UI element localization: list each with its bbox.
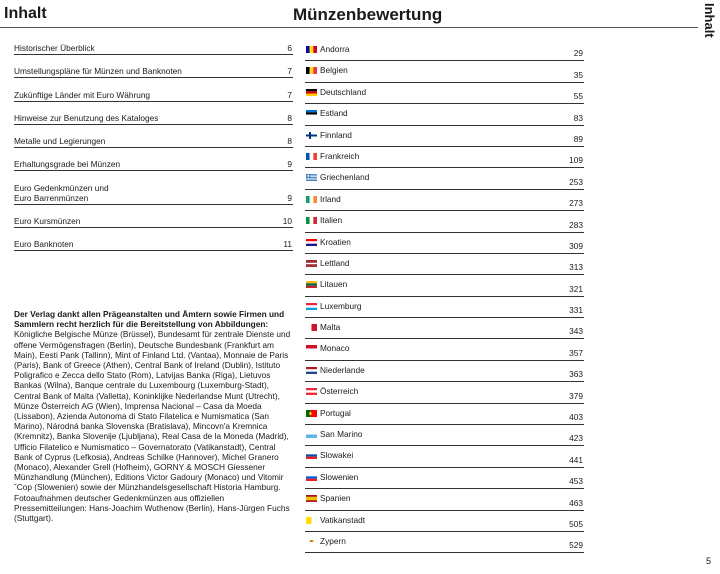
country-name: Zypern <box>320 535 346 546</box>
country-page: 331 <box>569 305 583 316</box>
country-page: 253 <box>569 176 583 187</box>
toc-entry-page: 9 <box>287 192 292 203</box>
ireland-flag-icon <box>306 195 317 202</box>
country-name: Finnland <box>320 129 352 140</box>
germany-flag-icon <box>306 88 317 95</box>
country-name: Österreich <box>320 386 359 397</box>
country-page: 403 <box>569 412 583 423</box>
country-entry[interactable] <box>305 447 584 467</box>
toc-entry[interactable] <box>14 111 293 125</box>
estonia-flag-icon <box>306 109 317 116</box>
page-number: 5 <box>705 556 711 566</box>
country-entry[interactable] <box>305 255 584 275</box>
country-name: Luxemburg <box>320 300 362 311</box>
belgium-flag-icon <box>306 66 317 73</box>
country-page: 363 <box>569 369 583 380</box>
luxembourg-flag-icon <box>306 302 317 309</box>
left-heading: Inhalt <box>4 5 47 22</box>
country-page: 35 <box>573 69 583 80</box>
toc-entry-page: 8 <box>287 136 292 147</box>
austria-flag-icon <box>306 387 317 394</box>
country-page: 453 <box>569 476 583 487</box>
country-entry[interactable] <box>305 148 584 168</box>
toc-entry-title: Euro Banknoten <box>14 239 74 250</box>
toc-entry-title: Umstellungspläne für Münzen und Banknoten <box>14 66 182 77</box>
country-name: Italien <box>320 215 343 226</box>
toc-entry-title: Euro Kursmünzen <box>14 215 81 226</box>
country-name: Slowenien <box>320 471 359 482</box>
country-name: Vatikanstadt <box>320 514 366 525</box>
toc-entry-title: Hinweise zur Benutzung des Kataloges <box>14 112 159 123</box>
country-entry[interactable] <box>305 234 584 254</box>
country-page: 283 <box>569 219 583 230</box>
country-entry[interactable] <box>305 276 584 296</box>
slovakia-flag-icon <box>306 451 317 458</box>
country-page: 357 <box>569 347 583 358</box>
slovenia-flag-icon <box>306 473 317 480</box>
country-entry[interactable] <box>305 105 584 125</box>
country-page: 343 <box>569 326 583 337</box>
right-heading: Münzenbewertung <box>293 5 443 24</box>
country-page: 379 <box>569 390 583 401</box>
country-page: 109 <box>569 155 583 166</box>
toc-countries <box>305 41 584 554</box>
header-rule <box>0 27 698 28</box>
toc-entry[interactable] <box>14 64 293 78</box>
country-entry[interactable] <box>305 298 584 318</box>
toc-entry[interactable] <box>14 157 293 171</box>
side-tab <box>698 0 720 46</box>
italy-flag-icon <box>306 216 317 223</box>
toc-entry-page: 7 <box>287 89 292 100</box>
san-marino-flag-icon <box>306 430 317 437</box>
country-page: 29 <box>573 48 583 59</box>
toc-entry-title: Erhaltungsgrade bei Münzen <box>14 159 121 170</box>
country-entry[interactable] <box>305 127 584 147</box>
toc-entry-title: Euro Gedenkmünzen und Euro Barrenmünzen <box>14 182 109 203</box>
country-name: Spanien <box>320 493 351 504</box>
country-entry[interactable] <box>305 319 584 339</box>
spain-flag-icon <box>306 494 317 501</box>
country-entry[interactable] <box>305 340 584 360</box>
toc-entry[interactable] <box>14 181 293 205</box>
acknowledgement-intro: Der Verlag dankt allen Prägeanstalten und Ämtern sowie Firmen und Sammlern recht herzlich für die Bereitstellung von Abbildungen: <box>14 309 285 330</box>
netherlands-flag-icon <box>306 366 317 373</box>
country-name: San Marino <box>320 429 363 440</box>
country-entry[interactable] <box>305 533 584 553</box>
toc-entry[interactable] <box>14 134 293 148</box>
country-entry[interactable] <box>305 405 584 425</box>
country-name: Niederlande <box>320 364 365 375</box>
side-tab-label: Inhalt <box>702 3 717 38</box>
country-name: Malta <box>320 322 341 333</box>
latvia-flag-icon <box>306 259 317 266</box>
country-page: 309 <box>569 240 583 251</box>
country-entry[interactable] <box>305 469 584 489</box>
country-name: Estland <box>320 108 348 119</box>
toc-entry-title: Historischer Überblick <box>14 43 95 53</box>
country-name: Slowakei <box>320 450 354 461</box>
finland-flag-icon <box>306 131 317 138</box>
country-entry[interactable] <box>305 191 584 211</box>
country-name: Lettland <box>320 257 350 268</box>
country-entry[interactable] <box>305 490 584 510</box>
toc-general <box>14 41 293 260</box>
country-name: Deutschland <box>320 86 367 97</box>
toc-entry[interactable] <box>14 237 293 251</box>
country-entry[interactable] <box>305 41 584 61</box>
country-page: 273 <box>569 198 583 209</box>
portugal-flag-icon <box>306 409 317 416</box>
monaco-flag-icon <box>306 344 317 351</box>
country-page: 463 <box>569 497 583 508</box>
toc-entry[interactable] <box>14 41 293 55</box>
country-name: Kroatien <box>320 236 351 247</box>
country-entry[interactable] <box>305 512 584 532</box>
country-entry[interactable] <box>305 62 584 82</box>
country-page: 423 <box>569 433 583 444</box>
country-name: Frankreich <box>320 150 360 161</box>
country-page: 321 <box>569 283 583 294</box>
toc-entry-title: Zukünftige Länder mit Euro Währung <box>14 89 151 100</box>
andorra-flag-icon <box>306 45 317 52</box>
toc-entry-page: 11 <box>283 239 292 250</box>
toc-entry-page: 6 <box>287 43 292 53</box>
country-page: 89 <box>573 133 583 144</box>
cyprus-flag-icon <box>306 537 317 544</box>
country-page: 55 <box>573 91 583 102</box>
country-name: Portugal <box>320 407 351 418</box>
country-name: Monaco <box>320 343 350 354</box>
country-page: 529 <box>569 540 583 551</box>
toc-entry-page: 9 <box>287 159 292 170</box>
toc-entry-page: 7 <box>287 66 292 77</box>
country-name: Belgien <box>320 65 348 76</box>
country-entry[interactable] <box>305 212 584 232</box>
country-name: Griechenland <box>320 172 370 183</box>
country-entry[interactable] <box>305 169 584 189</box>
toc-entry[interactable] <box>14 214 293 228</box>
country-name: Litauen <box>320 279 348 290</box>
vatican-flag-icon <box>306 516 317 523</box>
country-page: 505 <box>569 518 583 529</box>
toc-entry[interactable] <box>14 88 293 102</box>
france-flag-icon <box>306 152 317 159</box>
croatia-flag-icon <box>306 238 317 245</box>
country-name: Irland <box>320 193 341 204</box>
acknowledgement-body: Königliche Belgische Münze (Brüssel), Bundesamt für zentrale Dienste und offene Vermögensfragen (Berlin), Deutsche Bundesbank (Frankfurt am Main), Eesti Pank (Tallinn), Mint of Finland Ltd. (Vantaa), Monnaie de Paris (Paris), Bank of Greece (Athen), Central Bank of Ireland (Dublin), Istituto Poligrafico e Zecca dello Stato (Rom), Latvijas Banka (Riga), Lietuvos Bankas (Wilna), Banque centrale du Luxembourg (Luxemburg-Stadt), Central Bank of Malta (Valletta), Koninklijke Nederlandse Munt (Utrecht), Münze Österreich AG (Wien), Imprensa Nacional – Casa da Moeda (Lissabon), Azienda Autonoma di Stato Filatelica e Numismatica (San Marino), Národná banka Slovenska (Bratislava), Mincovn'a Kremnica (Kremnitz), Banka Slovenije (Ljubljana), Real Casa de la Moneda (Madrid), Ufficio Filatelico e Numismatico – Governatorato (Vatikanstadt), Central Bank of Cyprus (Lefkosia), Andreas Schilke (Hannover), Michel Granero (Monaco), Alexander Grell (Hofheim), GORNY & MOSCH Giessener Münzhandlung (München), Editions Victor Gadoury (Monaco) und Vitomir ˇCop (Slowenien) sowie der Münzhandelsgesellschaft Historia Hamburg. Fotoaufnahmen deutscher Gedenkmünzen aus offiziellen Pressemitteilungen: Hans-Joachim Wuthenow (Berlin), Hans-Jürgen Fuchs (Stuttgart). <box>14 329 291 524</box>
lithuania-flag-icon <box>306 280 317 287</box>
country-entry[interactable] <box>305 426 584 446</box>
greece-flag-icon <box>306 173 317 180</box>
country-entry[interactable] <box>305 84 584 104</box>
toc-entry-title: Metalle und Legierungen <box>14 136 106 147</box>
country-name: Andorra <box>320 44 350 54</box>
country-page: 441 <box>569 454 583 465</box>
toc-entry-page: 10 <box>282 215 292 226</box>
toc-entry-page: 8 <box>287 112 292 123</box>
malta-flag-icon <box>306 323 317 330</box>
acknowledgement <box>14 309 296 523</box>
country-page: 313 <box>569 262 583 273</box>
country-entry[interactable] <box>305 383 584 403</box>
country-page: 83 <box>573 112 583 123</box>
country-entry[interactable] <box>305 362 584 382</box>
